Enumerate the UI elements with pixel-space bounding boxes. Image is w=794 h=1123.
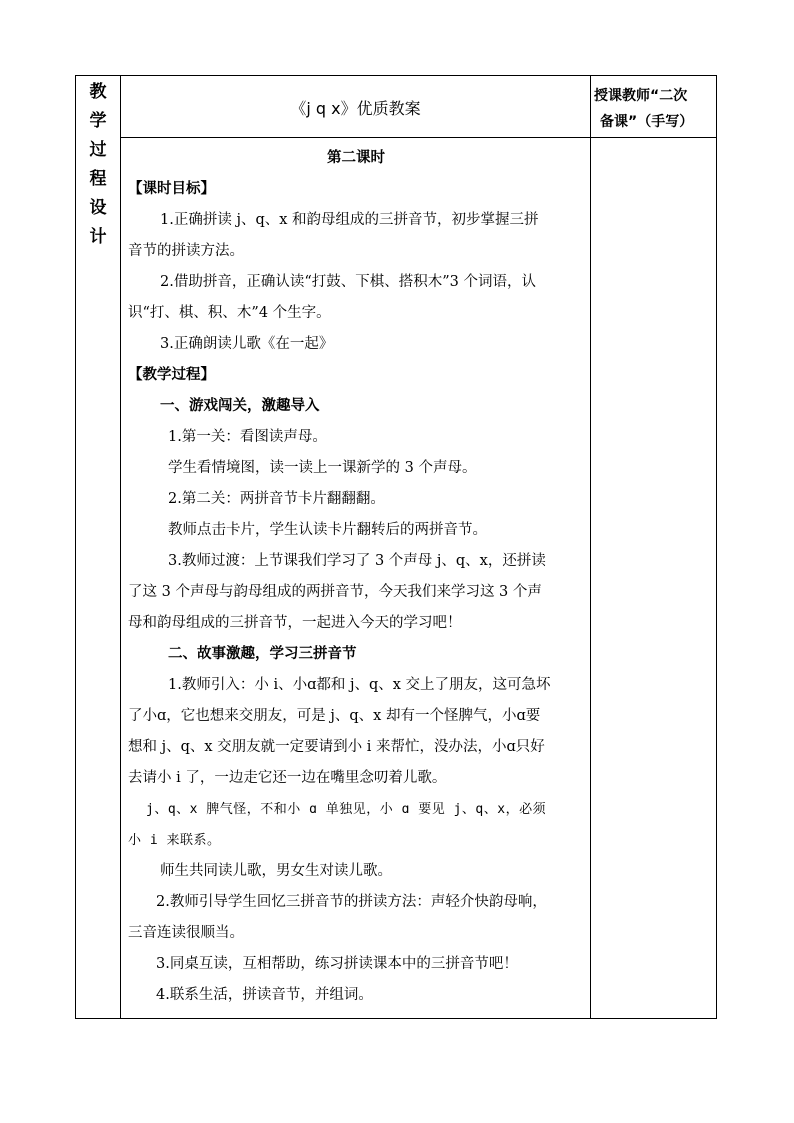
teacher-note-line: 备课”（手写） (600, 114, 694, 130)
session-title: 第二课时 (327, 150, 385, 166)
step-item-continued: 想和 j、q、x 交朋友就一定要请到小 i 来帮忙，没办法，小ɑ只好 (128, 739, 545, 755)
rhyme-line: 小 i 来联系。 (128, 833, 221, 848)
goal-item: 1.正确拼读 j、q、x 和韵母组成的三拼音节，初步掌握三拼 (160, 212, 539, 228)
goal-item-continued: 音节的拼读方法。 (128, 243, 244, 259)
step-item: 1.第一关：看图读声母。 (168, 429, 327, 445)
step-description: 学生看情境图，读一读上一课新学的 3 个声母。 (168, 460, 477, 476)
step-item: 3.教师过渡：上节课我们学习了 3 个声母 j、q、x，还拼读 (168, 553, 546, 569)
step-item: 1.教师引入：小 i、小ɑ都和 j、q、x 交上了朋友，这可急坏 (168, 677, 551, 693)
side-heading-char: 计 (89, 227, 107, 247)
goal-item: 3.正确朗读儿歌《在一起》 (160, 336, 334, 352)
step-item-continued: 了这 3 个声母与韵母组成的两拼音节，今天我们来学习这 3 个声 (128, 584, 542, 600)
step-description: 师生共同读儿歌，男女生对读儿歌。 (160, 863, 392, 879)
goals-heading: 【课时目标】 (128, 181, 215, 197)
step-description: 教师点击卡片，学生认读卡片翻转后的两拼音节。 (168, 522, 487, 538)
step-item-continued: 去请小 i 了，一边走它还一边在嘴里念叨着儿歌。 (128, 770, 447, 786)
goal-item-continued: 识“打、棋、积、木”4 个生字。 (128, 305, 331, 321)
side-heading-char: 过 (89, 140, 107, 160)
header-divider (120, 137, 717, 138)
rhyme-line: j、q、x 脾气怪，不和小 ɑ 单独见，小 ɑ 要见 j、q、x，必须 (146, 802, 547, 817)
goal-item: 2.借助拼音，正确认读“打鼓、下棋、搭积木”3 个词语，认 (160, 274, 536, 290)
step-item-continued: 三音连读很顺当。 (128, 925, 244, 941)
step-item: 2.教师引导学生回忆三拼音节的拼读方法：声轻介快韵母响， (156, 894, 547, 910)
lesson-content (128, 143, 584, 1011)
section-heading: 二、故事激趣，学习三拼音节 (168, 646, 357, 662)
side-heading-char: 学 (89, 111, 107, 131)
column-divider (590, 75, 591, 1019)
step-item: 2.第二关：两拼音节卡片翻翻翻。 (168, 491, 385, 507)
step-item-continued: 了小ɑ，它也想来交朋友，可是 j、q、x 却有一个怪脾气，小ɑ要 (128, 708, 541, 724)
side-heading (76, 78, 120, 252)
step-item: 3.同桌互读，互相帮助，练习拼读课本中的三拼音节吧！ (156, 956, 518, 972)
column-divider (120, 75, 121, 1019)
side-heading-char: 程 (89, 169, 107, 189)
section-heading: 一、游戏闯关，激趣导入 (160, 398, 320, 414)
side-heading-char: 设 (89, 198, 107, 218)
teacher-note-header (594, 83, 716, 135)
teacher-note-line: 授课教师“二次 (594, 88, 688, 104)
step-item-continued: 母和韵母组成的三拼音节，一起进入今天的学习吧！ (128, 615, 462, 631)
document-title: 《j q x》优质教案 (290, 99, 421, 118)
process-heading: 【教学过程】 (128, 367, 215, 383)
step-item: 4.联系生活，拼读音节，并组词。 (156, 987, 373, 1003)
side-heading-char: 教 (89, 82, 107, 102)
